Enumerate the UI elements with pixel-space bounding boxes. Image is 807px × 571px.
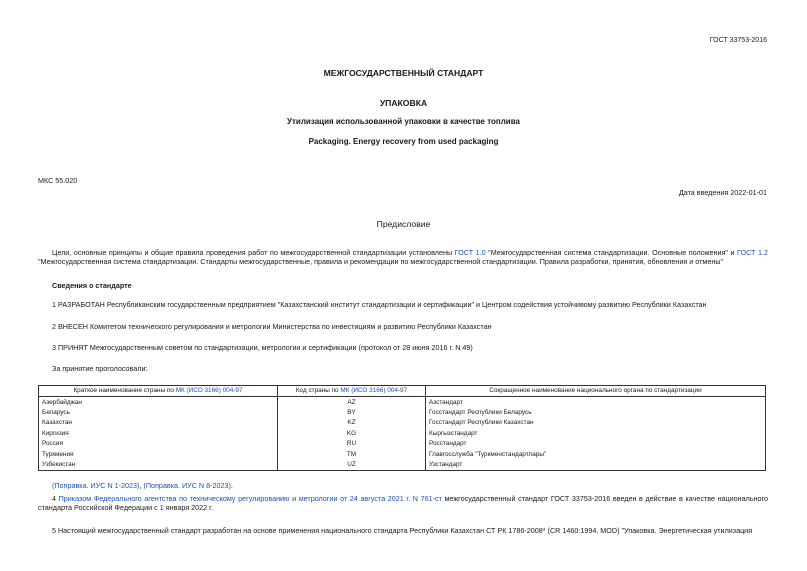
table-row: Казахстан KZ Госстандарт Республики Казахстан <box>39 418 766 428</box>
gost-1-2-link[interactable]: ГОСТ 1.2 <box>737 248 768 257</box>
header-country: Краткое наименование страны по МК (ИСО 3166) 004-97 <box>39 386 278 397</box>
item-5: 5 Настоящий межгосударственный стандарт разработан на основе применения национального стандарта Республики Казахстан СТ РК 1786-2008* (CR 1460:1994, MOD) "Упаковка. Энергетическая утилизация <box>52 526 753 535</box>
item-1: 1 РАЗРАБОТАН Республиканским государственным предприятием "Казахстанский институт стандартизации и сертификации" и Центром содействия устойчивому развитию Республики Казахстан <box>52 300 707 309</box>
paragraph-text: "Межгосударственная система стандартизации. Основные положения" и <box>485 248 738 257</box>
table-row: Узбекистан UZ Узстандарт <box>39 460 766 471</box>
item-text: межгосударственный стандарт ГОСТ 33753-2016 введен в действие в качестве национального стандарта Российской Федерации с 1 января 2022 г. <box>38 494 769 512</box>
subtitle-ru: Утилизация использованной упаковки в качестве топлива <box>287 117 520 126</box>
table-header-row <box>39 386 766 397</box>
item-4 <box>38 494 768 512</box>
paragraph-text: Цели, основные принципы и общие правила проведения работ по межгосударственной стандартизации установлены <box>52 248 455 257</box>
intro-date: Дата введения 2022-01-01 <box>678 188 767 197</box>
gost-1-0-link[interactable]: ГОСТ 1.0 <box>454 248 486 257</box>
table-row: Россия RU Росстандарт <box>39 439 766 449</box>
standard-name: УПАКОВКА <box>379 98 428 108</box>
mk-iso-link[interactable]: МК (ИСО 3166) 004-97 <box>175 387 243 395</box>
header-code: Код страны по МК (ИСО 3166) 004-97 <box>278 386 426 397</box>
foreword-heading: Предисловие <box>376 219 431 229</box>
table-row: Туркмения TM Главгосслужба "Туркменстандартлары" <box>39 449 766 459</box>
subtitle-en: Packaging. Energy recovery from used packaging <box>308 137 499 146</box>
doc-code: ГОСТ 33753-2016 <box>709 37 767 44</box>
mks-code: МКС 55.020 <box>38 176 78 185</box>
item-2: 2 ВНЕСЕН Комитетом технического регулирования и метрологии Министерства по инвестициям и развитию Республики Казахстан <box>52 322 492 331</box>
info-heading: Сведения о стандарте <box>52 281 132 290</box>
foreword-paragraph <box>38 248 768 266</box>
order-link[interactable]: Приказом Федерального агентства по техническому регулированию и метрологии от 24 августа 2021 г. N 761-ст <box>58 494 442 503</box>
header-body: Сокращенное наименование национального органа по стандартизации <box>426 386 766 397</box>
item-3: 3 ПРИНЯТ Межгосударственным советом по стандартизации, метрологии и сертификации (протокол от 28 июня 2016 г. N 49) <box>52 343 473 352</box>
amendment-link[interactable]: (Поправка. ИУС N 1-2023) <box>52 481 140 490</box>
amendments-line: (Поправка. ИУС N 1-2023), (Поправка. ИУС N 8-2023). <box>52 481 233 490</box>
voted-label: За принятие проголосовали: <box>52 364 148 373</box>
standard-type: МЕЖГОСУДАРСТВЕННЫЙ СТАНДАРТ <box>323 68 484 78</box>
paragraph-text: "Межгосударственная система стандартизации. Стандарты межгосударственные, правила и рекомендации по межгосударственной стандартизации. Правила разработки, принятия, обновления и отмены" <box>38 257 724 266</box>
table-row: Беларусь BY Госстандарт Республики Беларусь <box>39 408 766 418</box>
table-row: Азербайджан AZ Азстандарт <box>39 397 766 408</box>
amendment-link[interactable]: (Поправка. ИУС N 8-2023) <box>143 481 231 490</box>
countries-table <box>38 385 766 471</box>
mk-iso-link[interactable]: МК (ИСО 3166) 004-97 <box>340 387 408 395</box>
item-number: 4 <box>52 494 59 503</box>
table-row: Киргизия KG Кыргызстандарт <box>39 429 766 439</box>
